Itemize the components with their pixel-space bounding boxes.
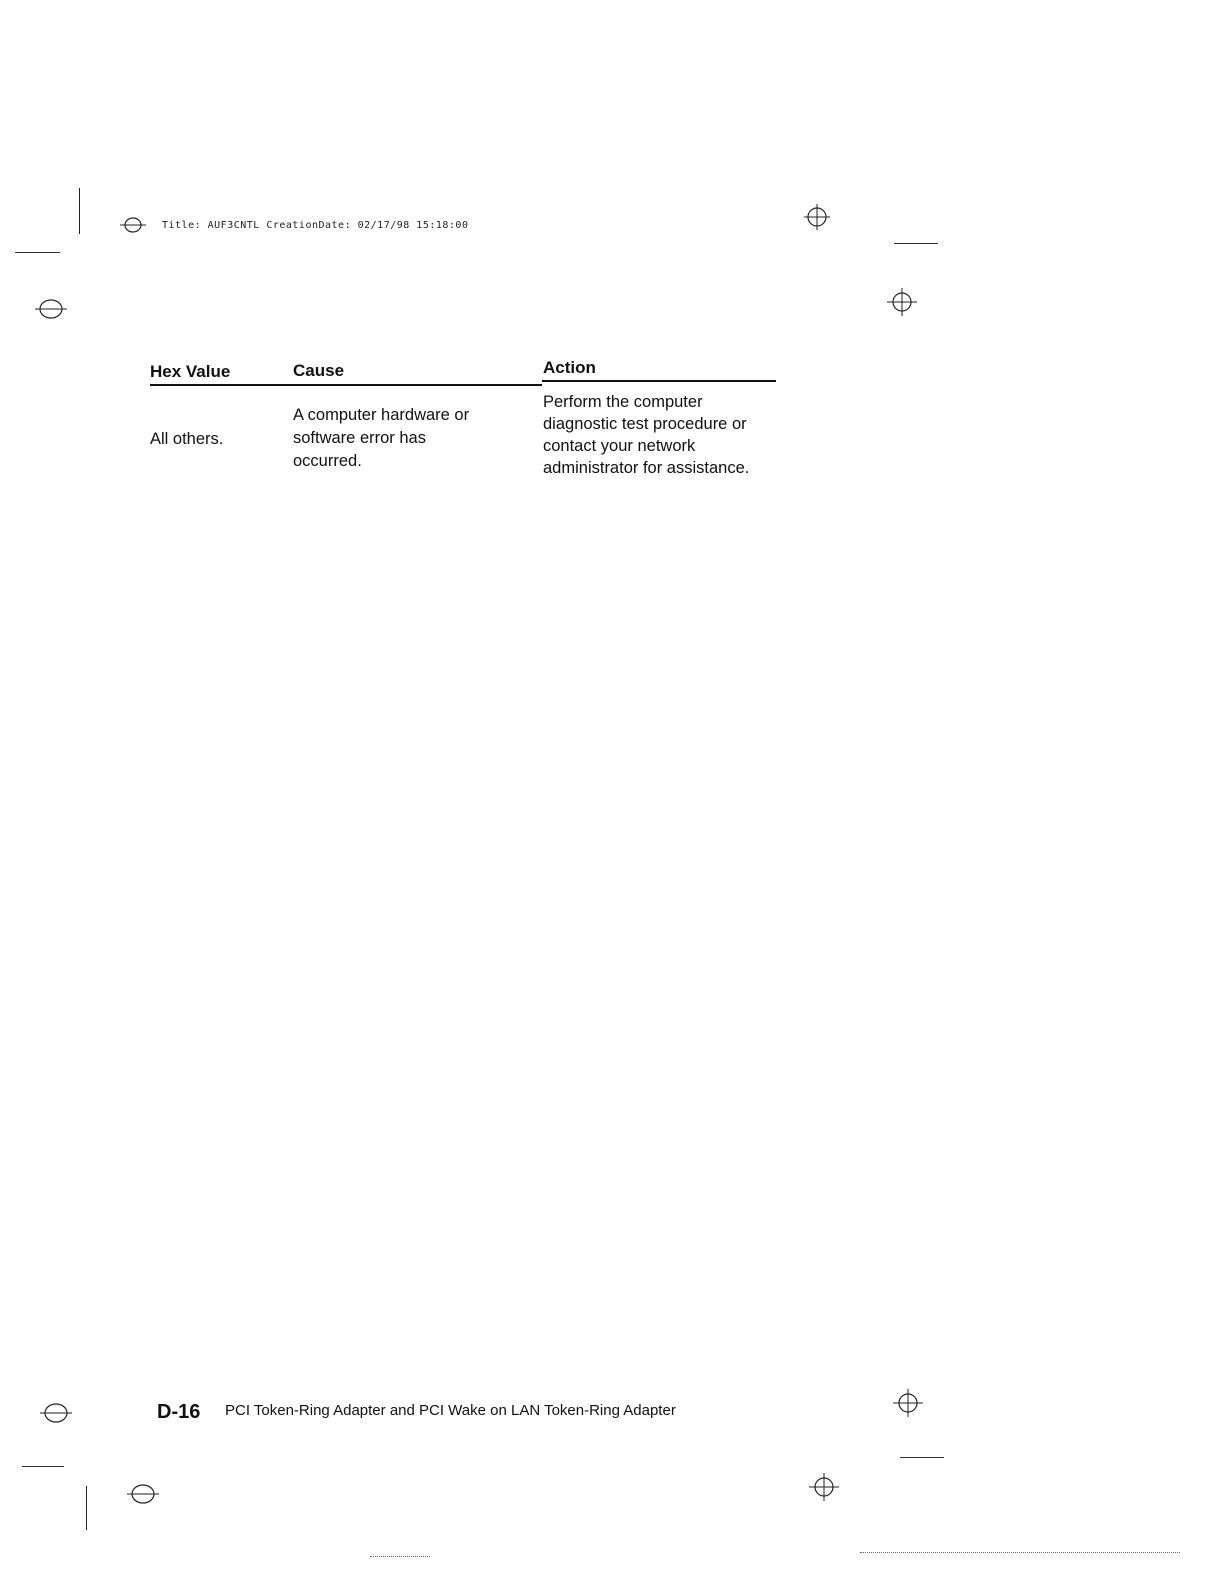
crop-mark-bottom-left-horizontal	[22, 1466, 64, 1467]
header-rule-action	[542, 380, 776, 382]
crop-mark-top-left-horizontal	[15, 252, 60, 253]
crop-mark-bottom-left-vertical	[86, 1486, 87, 1530]
action-line: contact your network	[543, 437, 696, 455]
scan-noise-bottom-left	[370, 1556, 430, 1558]
crop-mark-bottom-right-horizontal	[900, 1457, 944, 1458]
registration-mark-top-right-icon	[803, 203, 831, 231]
registration-mark-lower-right-icon	[808, 1472, 840, 1502]
action-line: Perform the computer	[543, 393, 703, 411]
registration-mark-header-icon	[118, 214, 148, 236]
crop-mark-top-right-horizontal	[894, 243, 938, 244]
cause-line: occurred.	[293, 452, 362, 470]
registration-mark-bottom-right-icon	[892, 1388, 924, 1418]
scan-noise-bottom	[860, 1552, 1180, 1554]
column-header-hex-value: Hex Value	[150, 362, 231, 381]
registration-mark-left-icon	[33, 296, 69, 322]
header-rule	[150, 384, 542, 386]
proof-header-text: Title: AUF3CNTL CreationDate: 02/17/98 15:18:00	[162, 220, 469, 231]
action-line: diagnostic test procedure or	[543, 415, 747, 433]
registration-mark-lower-left-icon	[125, 1481, 161, 1507]
column-header-cause: Cause	[293, 361, 345, 380]
hex-value-cell: All others.	[150, 430, 224, 448]
footer-title: PCI Token-Ring Adapter and PCI Wake on LAN Token-Ring Adapter	[225, 1402, 676, 1419]
crop-mark-top-left-vertical	[79, 188, 80, 234]
action-line: administrator for assistance.	[543, 459, 750, 477]
registration-mark-right-icon	[886, 287, 918, 317]
cause-line: software error has	[293, 429, 426, 447]
registration-mark-bottom-left-icon	[38, 1400, 74, 1426]
column-header-action: Action	[543, 358, 596, 377]
cause-line: A computer hardware or	[293, 406, 470, 424]
page-number: D-16	[157, 1401, 201, 1423]
